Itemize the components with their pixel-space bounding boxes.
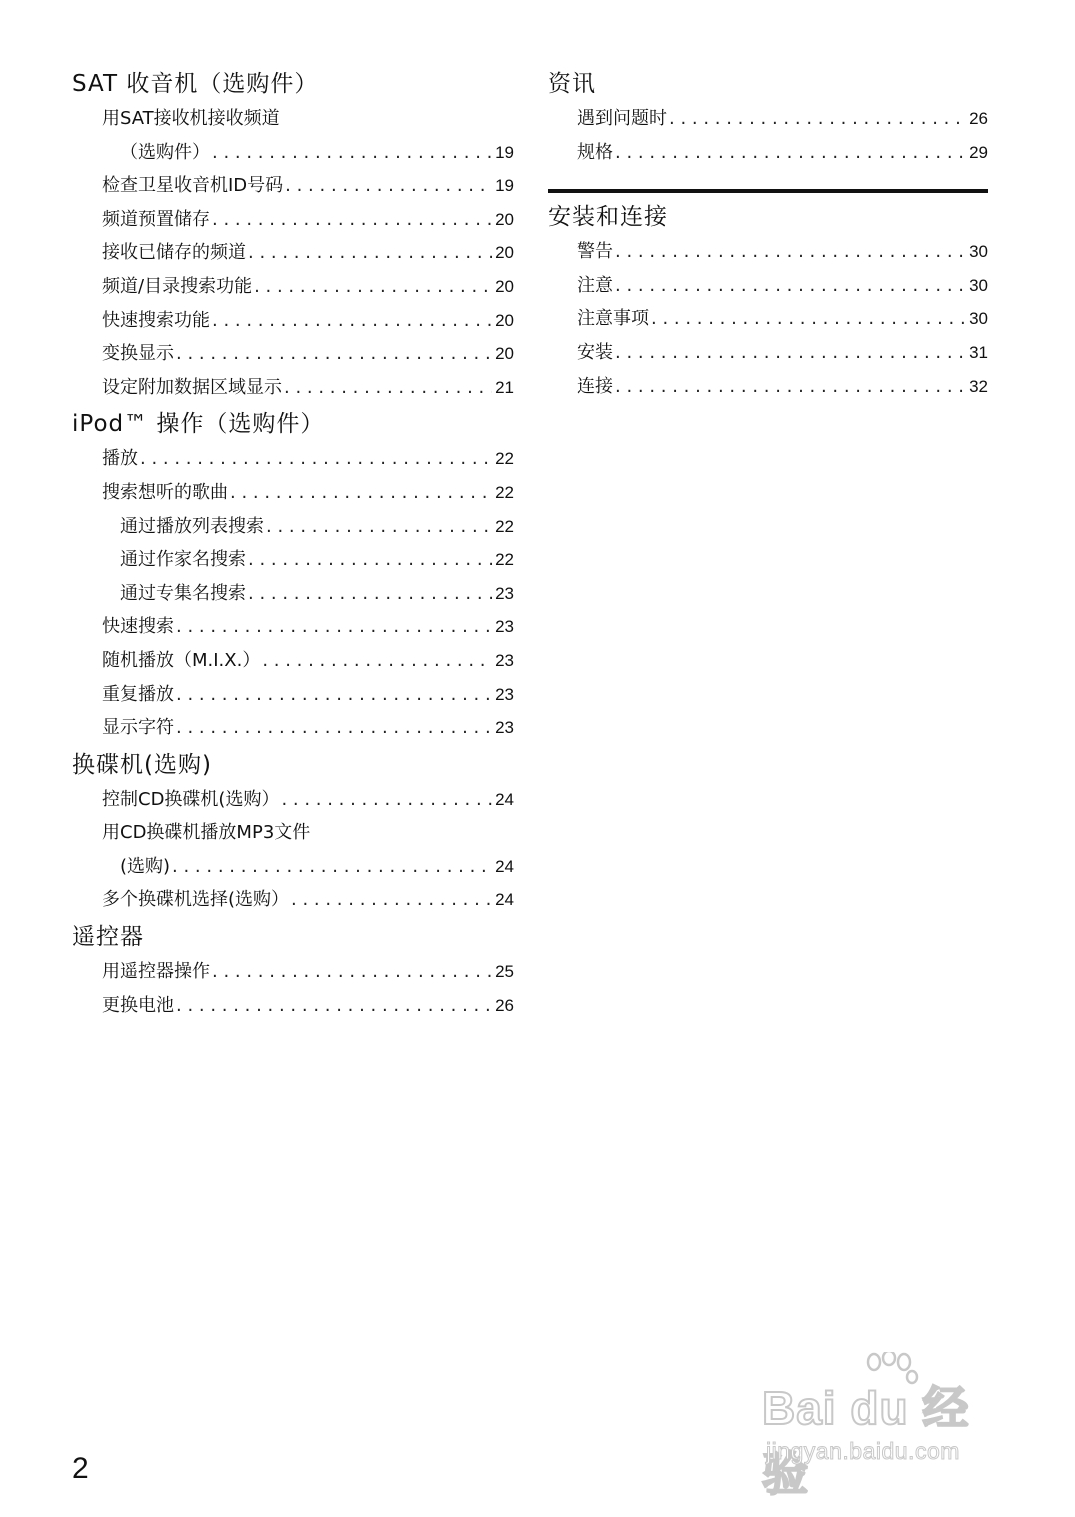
toc-entry[interactable] xyxy=(72,270,514,304)
toc-entry[interactable] xyxy=(72,442,514,476)
toc-page-number: 20 xyxy=(495,344,514,364)
toc-page-number: 22 xyxy=(495,550,514,570)
section-heading-remote: 遥控器 xyxy=(72,924,144,951)
dot-leader xyxy=(140,442,492,476)
toc-page-number: 22 xyxy=(495,516,514,536)
toc-entry[interactable] xyxy=(72,337,514,371)
section-heading-info: 资讯 xyxy=(548,71,596,97)
toc-entry-title: 随机播放（M.I.X.） xyxy=(102,649,261,671)
toc-entry-title: （选购件） xyxy=(120,141,210,163)
toc-entry[interactable] xyxy=(72,371,514,405)
toc-page-number: 26 xyxy=(495,995,514,1015)
watermark-logo-text: Bai du 经验 xyxy=(762,1382,970,1500)
dot-leader xyxy=(615,235,966,269)
toc-entry[interactable] xyxy=(548,370,988,404)
toc-entry[interactable] xyxy=(72,711,514,745)
toc-page-number: 19 xyxy=(495,176,514,196)
toc-page-number: 23 xyxy=(495,617,514,637)
toc-entry[interactable] xyxy=(72,816,514,850)
dot-leader xyxy=(262,644,492,678)
toc-entry[interactable] xyxy=(72,883,514,917)
toc-entry-title: 变换显示 xyxy=(102,343,174,365)
toc-entry[interactable] xyxy=(72,989,514,1023)
dot-leader xyxy=(615,370,966,404)
toc-entry-title: 更换电池 xyxy=(102,994,174,1016)
section-heading-sat: SAT 收音机（选购件） xyxy=(72,71,319,97)
dot-leader xyxy=(651,302,966,336)
toc-page-number: 24 xyxy=(495,789,514,809)
toc-page-number: 30 xyxy=(969,275,988,295)
toc-entry-title: 警告 xyxy=(577,241,613,263)
toc-entry[interactable] xyxy=(72,610,514,644)
toc-entry-title: 频道预置储存 xyxy=(102,208,210,230)
dot-leader xyxy=(212,304,492,338)
toc-entry-title: 用SAT接收机接收频道 xyxy=(102,108,280,129)
toc-entry[interactable] xyxy=(548,302,988,336)
toc-entry-title: 播放 xyxy=(102,448,138,470)
dot-leader xyxy=(176,678,492,712)
dot-leader xyxy=(291,883,492,917)
dot-leader xyxy=(176,610,492,644)
toc-entry[interactable] xyxy=(72,510,514,544)
toc-entry-title: 快速搜索功能 xyxy=(102,309,210,331)
toc-page-number: 21 xyxy=(495,377,514,397)
toc-entry[interactable] xyxy=(72,102,514,136)
toc-page-number: 20 xyxy=(495,209,514,229)
toc-entry-title: 接收已储存的频道 xyxy=(102,242,246,264)
toc-entry-title: 通过专集名搜索 xyxy=(120,582,246,604)
dot-leader xyxy=(615,136,966,170)
baidu-jingyan-watermark xyxy=(762,1352,1012,1500)
section-heading-install: 安装和连接 xyxy=(548,204,668,231)
toc-entry-title: 注意事项 xyxy=(577,308,649,330)
dot-leader xyxy=(230,476,492,510)
toc-entry[interactable] xyxy=(548,102,988,136)
toc-page-number: 23 xyxy=(495,718,514,738)
toc-entry[interactable] xyxy=(72,543,514,577)
toc-page-number: 20 xyxy=(495,310,514,330)
toc-entry[interactable] xyxy=(548,269,988,303)
toc-entry-title: 频道/目录搜索功能 xyxy=(102,275,253,297)
dot-leader xyxy=(281,783,492,817)
toc-entry-title: 快速搜索 xyxy=(102,616,174,638)
toc-entry-title: 重复播放 xyxy=(102,683,174,705)
page-number: 2 xyxy=(72,1452,89,1485)
dot-leader xyxy=(248,236,492,270)
toc-entry[interactable] xyxy=(72,644,514,678)
toc-entry-title: 注意 xyxy=(577,274,613,296)
toc-entry[interactable] xyxy=(72,955,514,989)
toc-entry-title: 用CD换碟机播放MP3文件 xyxy=(102,822,311,844)
section-heading-changer: 换碟机(选购) xyxy=(72,751,212,778)
toc-entry-title: 连接 xyxy=(577,375,613,397)
toc-entry-title: 设定附加数据区域显示 xyxy=(102,376,282,398)
toc-page-number: 20 xyxy=(495,276,514,296)
toc-entry-title: 安装 xyxy=(577,341,613,363)
dot-leader xyxy=(248,543,492,577)
watermark-url: jingyan.baidu.com xyxy=(766,1438,960,1464)
toc-page-number: 26 xyxy=(969,109,988,128)
toc-page-number: 31 xyxy=(969,342,988,362)
toc-entry[interactable] xyxy=(72,850,514,884)
toc-page-number: 23 xyxy=(495,684,514,704)
toc-page-number: 30 xyxy=(969,242,988,262)
toc-entry[interactable] xyxy=(548,235,988,269)
dot-leader xyxy=(615,336,966,370)
toc-entry[interactable] xyxy=(72,236,514,270)
toc-entry-title: 显示字符 xyxy=(102,717,174,739)
dot-leader xyxy=(266,510,492,544)
toc-page-number: 19 xyxy=(495,142,514,162)
toc-page-number: 30 xyxy=(969,309,988,329)
toc-entry[interactable] xyxy=(548,336,988,370)
section-heading-ipod: iPod™ 操作（选购件） xyxy=(72,411,325,438)
toc-entry-title: 检查卫星收音机ID号码 xyxy=(102,175,284,197)
dot-leader xyxy=(172,850,492,884)
toc-page-number: 23 xyxy=(495,583,514,603)
toc-right-column xyxy=(548,62,988,403)
toc-entry-title: 规格 xyxy=(577,141,613,163)
toc-page-number: 32 xyxy=(969,376,988,396)
dot-leader xyxy=(212,203,492,237)
toc-left-column xyxy=(72,62,514,1022)
dot-leader xyxy=(212,136,492,170)
dot-leader xyxy=(212,955,492,989)
dot-leader xyxy=(248,577,492,611)
dot-leader xyxy=(254,270,492,304)
toc-entry-title: 遇到问题时 xyxy=(577,108,667,129)
dot-leader xyxy=(176,337,492,371)
toc-page-number: 24 xyxy=(495,856,514,876)
toc-page-number: 22 xyxy=(495,482,514,502)
toc-page-number: 22 xyxy=(495,449,514,469)
toc-entry-title: 通过播放列表搜索 xyxy=(120,515,264,537)
dot-leader xyxy=(669,102,966,136)
toc-entry-title: 通过作家名搜索 xyxy=(120,549,246,571)
toc-entry[interactable] xyxy=(72,678,514,712)
toc-entry[interactable] xyxy=(72,169,514,203)
toc-entry-title: 搜索想听的歌曲 xyxy=(102,481,228,503)
toc-page-number: 29 xyxy=(969,142,988,162)
toc-entry[interactable] xyxy=(72,136,514,170)
toc-entry-title: 用遥控器操作 xyxy=(102,961,210,983)
toc-entry[interactable] xyxy=(72,783,514,817)
dot-leader xyxy=(615,269,966,303)
dot-leader xyxy=(176,989,492,1023)
dot-leader xyxy=(284,371,492,405)
toc-entry[interactable] xyxy=(72,577,514,611)
toc-page-number: 23 xyxy=(495,650,514,670)
dot-leader xyxy=(285,169,492,203)
toc-entry[interactable] xyxy=(72,203,514,237)
toc-page-number: 24 xyxy=(495,890,514,910)
toc-entry[interactable] xyxy=(548,136,988,170)
toc-entry-title: 多个换碟机选择(选购） xyxy=(102,889,290,911)
dot-leader xyxy=(176,711,492,745)
toc-entry-title: 控制CD换碟机(选购） xyxy=(102,788,280,810)
toc-page-number: 20 xyxy=(495,243,514,263)
section-divider xyxy=(548,189,988,193)
toc-entry[interactable] xyxy=(72,476,514,510)
toc-entry[interactable] xyxy=(72,304,514,338)
toc-page-number: 25 xyxy=(495,962,514,982)
toc-entry-title: (选购) xyxy=(120,855,171,877)
